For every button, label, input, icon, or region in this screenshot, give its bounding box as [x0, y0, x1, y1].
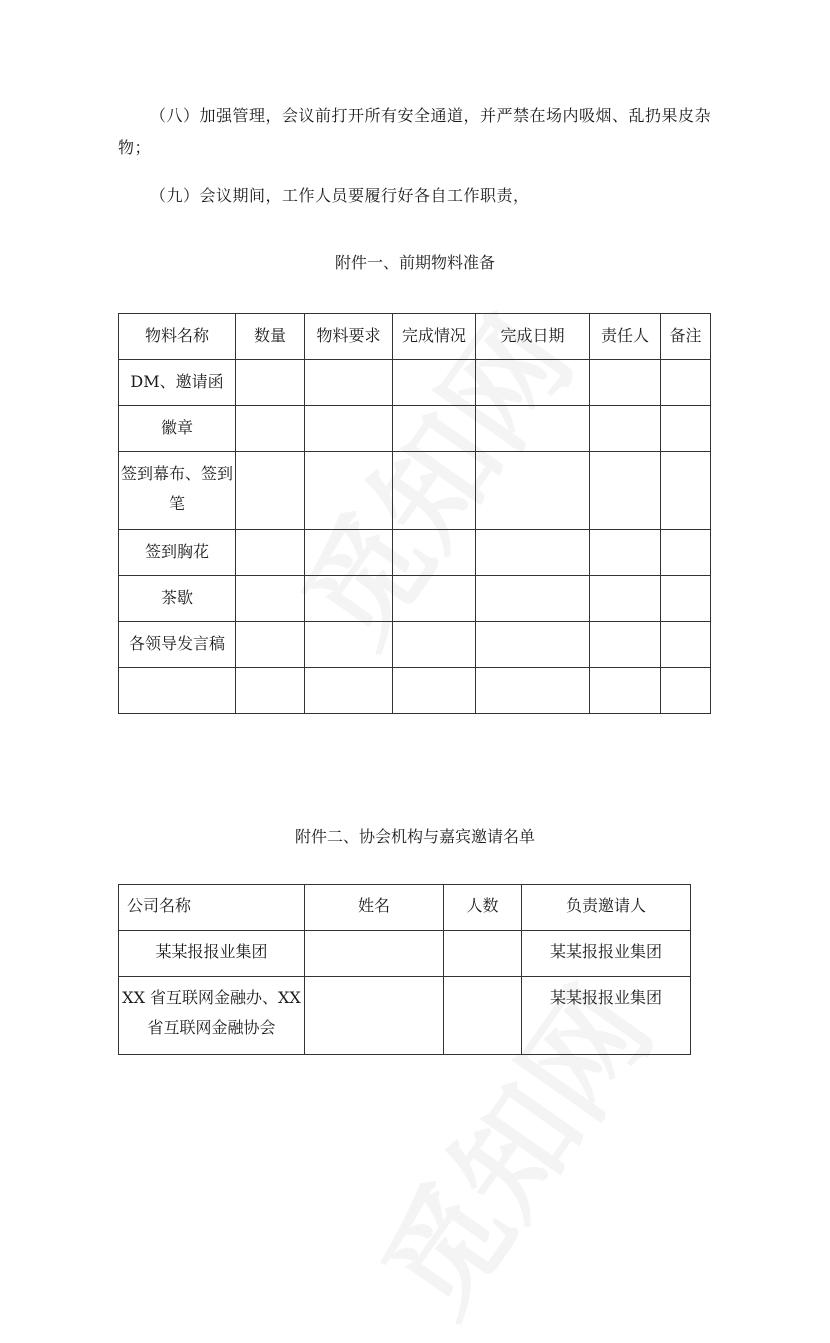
- table-row: [119, 576, 711, 622]
- table-cell: [236, 360, 305, 406]
- col-header: 责任人: [590, 314, 661, 360]
- table-cell: [393, 452, 476, 530]
- material-name: 各领导发言稿: [119, 622, 236, 668]
- guest-name: [305, 977, 444, 1055]
- table-header-row: [119, 314, 711, 360]
- table-cell: [590, 622, 661, 668]
- col-header: 姓名: [305, 885, 444, 931]
- table-cell: [236, 406, 305, 452]
- inviter: 某某报报业集团: [522, 977, 691, 1055]
- table-row: [119, 931, 691, 977]
- materials-table: [118, 313, 711, 714]
- col-header: 物料要求: [305, 314, 393, 360]
- table-cell: [590, 576, 661, 622]
- annex1-title: 附件一、前期物料准备: [334, 253, 495, 272]
- table-cell: [305, 576, 393, 622]
- table-row: [119, 406, 711, 452]
- annex2-title: 附件二、协会机构与嘉宾邀请名单: [294, 827, 535, 846]
- guest-count: [444, 977, 522, 1055]
- col-header: 公司名称: [119, 885, 305, 931]
- table-cell: [305, 668, 393, 714]
- table-cell: [393, 406, 476, 452]
- material-name: 签到幕布、签到笔: [119, 452, 236, 530]
- col-header: 完成日期: [476, 314, 590, 360]
- table-cell: [236, 452, 305, 530]
- table-cell: [661, 576, 711, 622]
- table-cell: [590, 530, 661, 576]
- table-cell: [590, 406, 661, 452]
- col-header: 负责邀请人: [522, 885, 691, 931]
- table-cell: [661, 406, 711, 452]
- guest-count: [444, 931, 522, 977]
- col-header: 完成情况: [393, 314, 476, 360]
- table-cell: [393, 576, 476, 622]
- inviter: 某某报报业集团: [522, 931, 691, 977]
- table-cell: [305, 452, 393, 530]
- table-row: [119, 530, 711, 576]
- table-cell: [305, 530, 393, 576]
- guest-name: [305, 931, 444, 977]
- table-cell: [236, 668, 305, 714]
- table-cell: [236, 576, 305, 622]
- invitation-table: [118, 884, 691, 1055]
- table-cell: [393, 530, 476, 576]
- table-cell: [476, 530, 590, 576]
- table-cell: [590, 452, 661, 530]
- table-cell: [661, 530, 711, 576]
- table-row: [119, 668, 711, 714]
- col-header: 人数: [444, 885, 522, 931]
- company-name: XX 省互联网金融办、XX 省互联网金融协会: [119, 977, 305, 1055]
- table-cell: [305, 622, 393, 668]
- company-name: 某某报报业集团: [119, 931, 305, 977]
- table-cell: [661, 452, 711, 530]
- table-row: [119, 360, 711, 406]
- table-cell: [661, 622, 711, 668]
- table-header-row: [119, 885, 691, 931]
- table-cell: [305, 360, 393, 406]
- paragraph-item-8: （八）加强管理，会议前打开所有安全通道，并严禁在场内吸烟、乱扔果皮杂物；: [118, 106, 712, 157]
- material-name: DM、邀请函: [119, 360, 236, 406]
- table-row: [119, 622, 711, 668]
- table-cell: [661, 360, 711, 406]
- material-name: 徽章: [119, 406, 236, 452]
- paragraph-item-9: （九）会议期间，工作人员要履行好各自工作职责，: [150, 186, 530, 205]
- col-header: 物料名称: [119, 314, 236, 360]
- material-name: 茶歇: [119, 576, 236, 622]
- table-cell: [476, 622, 590, 668]
- table-cell: [236, 622, 305, 668]
- table-cell: [590, 360, 661, 406]
- table-cell: [476, 576, 590, 622]
- material-name: [119, 668, 236, 714]
- table-cell: [476, 452, 590, 530]
- col-header: 数量: [236, 314, 305, 360]
- table-cell: [393, 622, 476, 668]
- table-cell: [476, 668, 590, 714]
- table-cell: [476, 406, 590, 452]
- col-header: 备注: [661, 314, 711, 360]
- table-cell: [661, 668, 711, 714]
- table-row: [119, 452, 711, 530]
- table-cell: [393, 668, 476, 714]
- table-cell: [236, 530, 305, 576]
- material-name: 签到胸花: [119, 530, 236, 576]
- table-row: [119, 977, 691, 1055]
- table-cell: [393, 360, 476, 406]
- table-cell: [590, 668, 661, 714]
- table-cell: [305, 406, 393, 452]
- table-cell: [476, 360, 590, 406]
